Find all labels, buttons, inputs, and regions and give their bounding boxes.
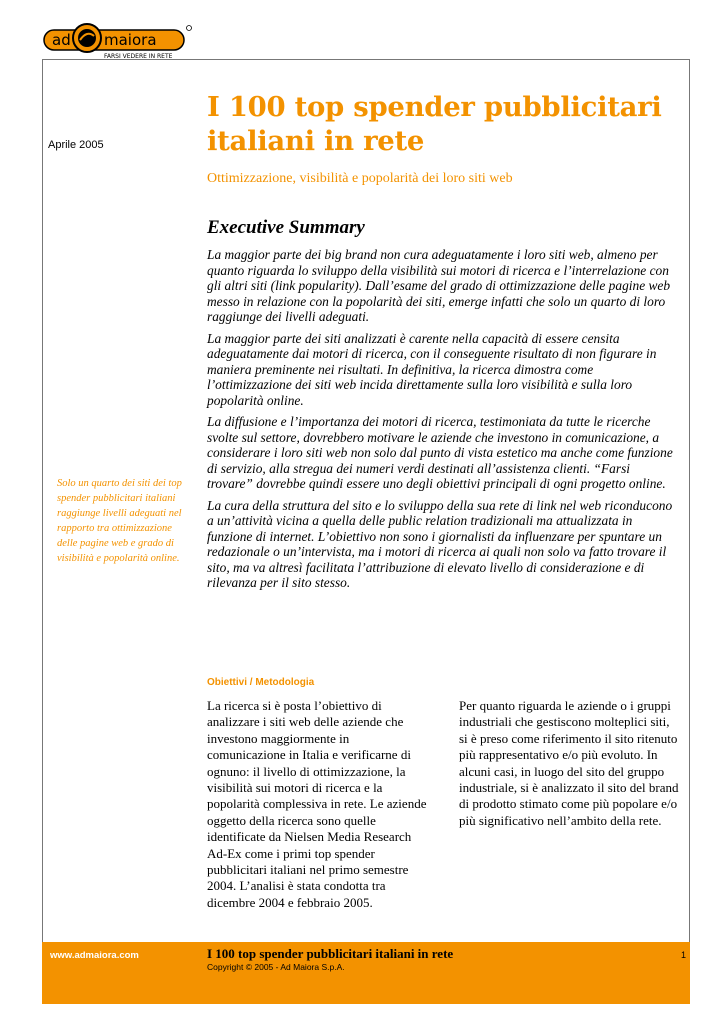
footer-url[interactable]: www.admaiora.com: [50, 950, 139, 961]
section-heading: Obiettivi / Metodologia: [207, 677, 315, 688]
logo-text-right: maiora: [104, 31, 157, 49]
page-number: 1: [681, 950, 687, 960]
sidenote-callout: Solo un quarto dei siti dei top spender pubblicitari italiani raggiunge livelli adeguati nel rapporto tra ottimizzazione delle pagine web e grado di visibilità e popolarità online.: [57, 478, 182, 564]
summary-paragraph-4: La cura della struttura del sito e lo sviluppo della sua rete di link nel web riconducono a un’attività vicina a quella delle public relation tradizionali ma attualizzata in funzione di internet. L’obiettivo non sono i giornalisti da influenzare per spuntare un redazionale o un’intervista, ma i motori di ricerca ai quali non solo va fatto trovare il sito, ma va altresì facilitata l’attribuzione di elevato livello di considerazione e di rilevanza per il sito stesso.: [207, 497, 673, 590]
summary-paragraph-1: La maggior parte dei big brand non cura adeguatamente i loro siti web, almeno per quanto riguarda lo sviluppo della visibilità sui motori di ricerca e l’interrelazione con gli altri siti (link popularity). Dall’esame del grado di ottimizzazione delle pagine web messo in relazione con la popolarità dei siti, emerge infatti che solo un quarto di loro raggiunge dei livelli adeguati.: [207, 247, 671, 324]
logo-tagline: FARSI VEDERE IN RETE: [104, 53, 173, 60]
publication-date: Aprile 2005: [48, 139, 104, 151]
methodology-column-1: La ricerca si è posta l’obiettivo di analizzare i siti web delle aziende che investono maggiormente in comunicazione in Italia e verificarne di ognuno: il livello di ottimizzazione, la visibilità sui motori di ricerca e la popolarità complessiva in rete. Le aziende oggetto della ricerca sono quelle identificate da Nielsen Media Research Ad-Ex come i primi top spender pubblicitari italiani nel primo semestre 2004. L’analisi è stata condotta tra dicembre 2004 e febbraio 2005.: [207, 698, 427, 910]
admaiora-logo: [42, 14, 192, 60]
summary-paragraph-2: La maggior parte dei siti analizzati è carente nella capacità di essere censita adeguatamente dai motori di ricerca, con il conseguente risultato di non figurare in maniera preminente nei risultati. In definitiva, la ricerca dimostra come l’ottimizzazione dei siti web incida direttamente sulla loro visibilità e sulla loro popolarità online.: [207, 330, 657, 408]
executive-summary-heading: Executive Summary: [207, 217, 365, 238]
summary-paragraph-3: La diffusione e l’importanza dei motori di ricerca, testimoniata da tutte le ricerche svolte sul settore, dovrebbero motivare le aziende che investono in comunicazione, a considerare i loro siti web non solo dal punto di vista estetico ma anche come funzione di servizio, alla stregua dei numeri verdi destinati all’assistenza clienti. “Farsi trovare” dovrebbe quindi essere uno degli obiettivi principali di ogni progetto online.: [207, 414, 673, 491]
footer-title: I 100 top spender pubblicitari italiani in rete: [207, 946, 454, 961]
methodology-column-2: Per quanto riguarda le aziende o i gruppi industriali che gestiscono molteplici siti, si è preso come riferimento il sito ritenuto più rappresentativo e/o più evoluto. In alcuni casi, in luogo del sito del gruppo industriale, si è analizzato il sito del brand di prodotto stimato come più popolare e/o più significativo nell’ambito della rete.: [459, 698, 679, 828]
page-subtitle: Ottimizzazione, visibilità e popolarità dei loro siti web: [207, 171, 513, 186]
logo-text-left: ad: [52, 31, 71, 49]
executive-summary-text: [207, 247, 677, 597]
footer-copyright: Copyright © 2005 - Ad Maiora S.p.A.: [207, 962, 345, 972]
page-title: I 100 top spender pubblicitari italiani in rete: [207, 91, 662, 157]
